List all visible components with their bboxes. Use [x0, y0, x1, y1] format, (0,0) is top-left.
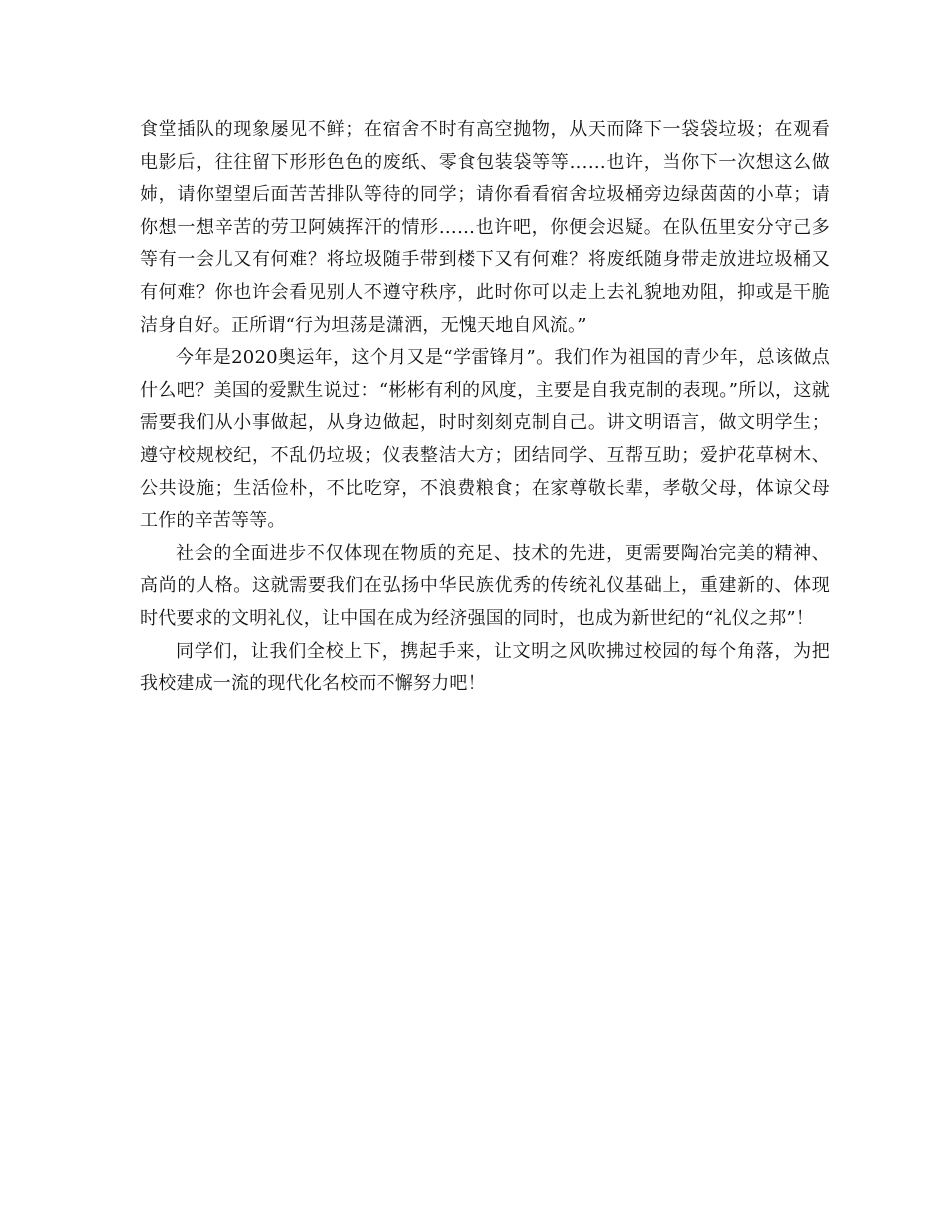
- paragraph-2: 今年是2020奥运年，这个月又是“学雷锋月”。我们作为祖国的青少年，总该做点什么吧？美国的爱默生说过：“彬彬有利的风度，主要是自我克制的表现。”所以，这就需要我们从小事做起，从身边做起，时时刻刻克制自己。讲文明语言，做文明学生；遵守校规校纪，不乱仍垃圾；仪表整洁大方；团结同学、互帮互助；爱护花草树木、公共设施；生活俭朴，不比吃穿，不浪费粮食；在家尊敬长辈，孝敬父母，体谅父母工作的辛苦等等。: [140, 347, 830, 532]
- document-body: [140, 114, 830, 701]
- paragraph-4: 同学们，让我们全校上下，携起手来，让文明之风吹拂过校园的每个角落，为把我校建成一流的现代化名校而不懈努力吧！: [140, 640, 830, 695]
- paragraph-3: 社会的全面进步不仅体现在物质的充足、技术的先进，更需要陶冶完美的精神、高尚的人格。这就需要我们在弘扬中华民族优秀的传统礼仪基础上，重建新的、体现时代要求的文明礼仪，让中国在成为经济强国的同时，也成为新世纪的“礼仪之邦”！: [140, 542, 830, 629]
- paragraph-1: 食堂插队的现象屡见不鲜；在宿舍不时有高空抛物，从天而降下一袋袋垃圾；在观看电影后，往往留下形形色色的废纸、零食包装袋等等……也许，当你下一次想这么做姉，请你望望后面苦苦排队等待的同学；请你看看宿舍垃圾桶旁边绿茵茵的小草；请你想一想辛苦的劳卫阿姨挥汗的情形……也许吧，你便会迟疑。在队伍里安分守己多等有一会儿又有何难？将垃圾随手带到楼下又有何难？将废纸随身带走放进垃圾桶又有何难？你也许会看见别人不遵守秩序，此时你可以走上去礼貌地劝阻，抑或是干脆洁身自好。正所谓“行为坦荡是潇洒，无愧天地自风流。”: [140, 119, 830, 336]
